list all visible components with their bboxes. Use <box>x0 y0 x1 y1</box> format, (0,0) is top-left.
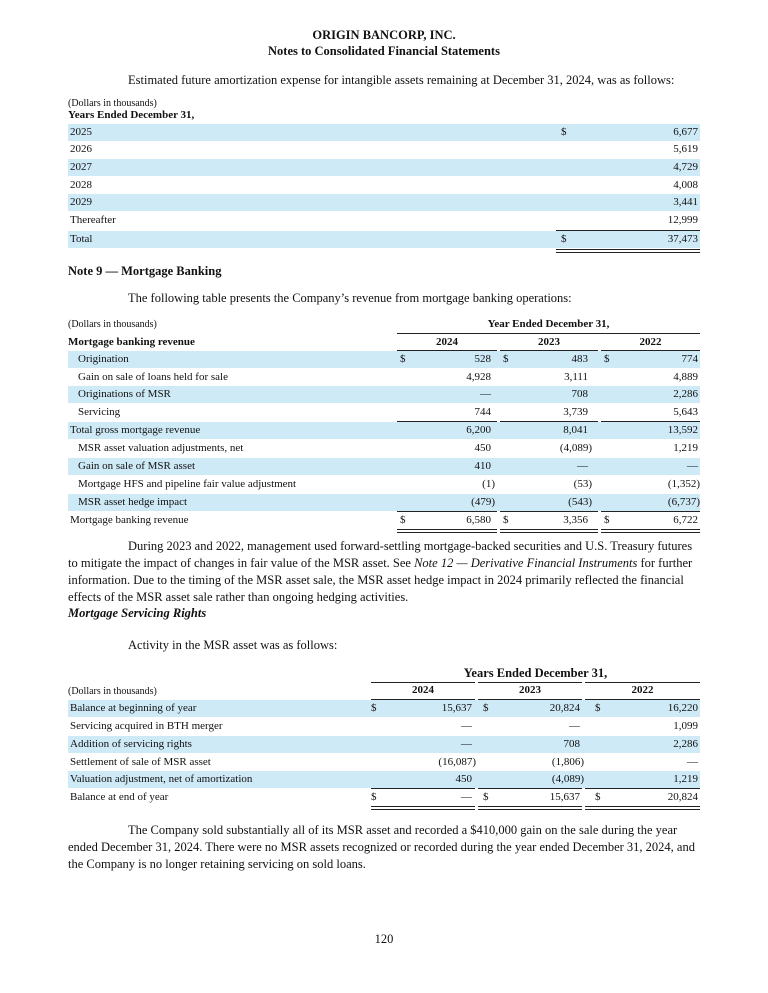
row-label: Addition of servicing rights <box>70 738 192 750</box>
row-label: 2028 <box>70 179 92 191</box>
row-value: 4,008 <box>673 179 698 191</box>
table-row <box>68 404 700 421</box>
note-12-reference: Note 12 — Derivative Financial Instruments <box>414 556 638 570</box>
row-value: 3,441 <box>673 196 698 208</box>
value-2024: 744 <box>474 406 491 418</box>
msr-intro: Activity in the MSR asset was as follows: <box>128 638 338 652</box>
value-2022: 1,219 <box>673 442 698 454</box>
row-value: 4,729 <box>673 161 698 173</box>
dollar-sign: $ <box>400 353 406 365</box>
paragraph-text: for further information. Due to the timing of the MSR asset sale, the MSR asset hedge impact in 2024 primarily reflected the financial effects of the MSR asset sale rather than ongoing hedging activities. <box>68 556 693 604</box>
row-value: 12,999 <box>667 214 698 226</box>
dollar-sign: $ <box>561 233 567 245</box>
period-heading: Year Ended December 31, <box>487 318 610 330</box>
value-2023: 15,637 <box>549 791 580 803</box>
row-label: Balance at end of year <box>70 791 169 803</box>
value-2024: 4,928 <box>466 371 491 383</box>
total-double-rule <box>397 529 497 533</box>
value-2024: — <box>461 738 472 750</box>
table-row <box>68 718 700 735</box>
row-label: Total <box>70 233 93 245</box>
row-label: Gain on sale of MSR asset <box>78 460 196 472</box>
value-2023: 3,739 <box>563 406 588 418</box>
amortization-intro: Estimated future amortization expense for intangible assets remaining at December 31, 2024, was as follows: <box>128 73 675 87</box>
row-label: Origination <box>78 353 129 365</box>
col-2024: 2024 <box>412 684 434 696</box>
value-2023: (4,089) <box>551 773 584 785</box>
table-row <box>68 124 700 141</box>
paragraph-text: During 2023 and 2022, management used forward-settling mortgage-backed securities and U.S. Treasury futures to mitigate the impact of changes in fair value of the MSR asset. See <box>68 539 693 570</box>
value-2022: 5,643 <box>673 406 698 418</box>
value-2023: (53) <box>573 478 592 490</box>
note-9-units: (Dollars in thousands) <box>68 319 157 330</box>
value-2024: 410 <box>474 460 491 472</box>
value-2023: 20,824 <box>549 702 580 714</box>
value-2023: — <box>577 460 588 472</box>
value-2023: (1,806) <box>551 756 584 768</box>
row-label: Settlement of sale of MSR asset <box>70 756 211 768</box>
col-2023: 2023 <box>538 336 560 348</box>
value-2022: 20,824 <box>667 791 698 803</box>
table-row <box>68 736 700 753</box>
table-row <box>68 351 700 368</box>
value-2022: 16,220 <box>667 702 698 714</box>
value-2023: 3,111 <box>564 371 588 383</box>
value-2023: (543) <box>568 496 592 508</box>
value-2022: (1,352) <box>667 478 700 490</box>
value-2024: (16,087) <box>438 756 476 768</box>
table-row <box>68 494 700 511</box>
row-label: 2027 <box>70 161 92 173</box>
amortization-units: (Dollars in thousands) <box>68 98 157 109</box>
value-2024: 450 <box>455 773 472 785</box>
table-row <box>68 440 700 457</box>
row-value: 5,619 <box>673 143 698 155</box>
col-2024: 2024 <box>436 336 458 348</box>
msr-sale-paragraph: The Company sold substantially all of its MSR asset and recorded a $410,000 gain on the sale during the year ended December 31, 2024. There were no MSR assets recognized or recorded during the year ended December 31, 2024, and the Company is no longer retaining servicing on sold loans. <box>68 823 695 871</box>
company-name: ORIGIN BANCORP, INC. <box>312 28 456 42</box>
amortization-heading: Years Ended December 31, <box>68 109 195 121</box>
row-label: Balance at beginning of year <box>70 702 197 714</box>
value-2022: 13,592 <box>667 424 698 436</box>
row-label: Mortgage HFS and pipeline fair value adjustment <box>78 478 297 490</box>
row-label: Thereafter <box>70 214 116 226</box>
value-2023: 8,041 <box>563 424 588 436</box>
note-9-title: Note 9 — Mortgage Banking <box>68 264 222 278</box>
page-subtitle: Notes to Consolidated Financial Statements <box>268 44 500 58</box>
page-number: 120 <box>374 932 394 946</box>
row-label: Gain on sale of loans held for sale <box>78 371 228 383</box>
dollar-sign: $ <box>503 514 509 526</box>
table-row <box>68 476 700 493</box>
note-9-intro: The following table presents the Company’s revenue from mortgage banking operations: <box>128 291 572 305</box>
table-row <box>68 141 700 158</box>
row-label: 2025 <box>70 126 92 138</box>
col-rule <box>478 682 582 683</box>
row-label: 2029 <box>70 196 92 208</box>
row-label: MSR asset hedge impact <box>78 496 188 508</box>
col-rule <box>371 682 475 683</box>
value-2022: 774 <box>681 353 698 365</box>
total-double-rule <box>500 529 598 533</box>
value-2024: 450 <box>474 442 491 454</box>
value-2023: 708 <box>563 738 580 750</box>
table-row <box>68 700 700 717</box>
table-row <box>68 754 700 771</box>
row-label: Originations of MSR <box>78 388 171 400</box>
value-2024: — <box>480 388 491 400</box>
dollar-sign: $ <box>561 126 567 138</box>
value-2023: 3,356 <box>563 514 588 526</box>
row-value: 37,473 <box>667 233 698 245</box>
value-2024: 528 <box>474 353 491 365</box>
dollar-sign: $ <box>604 514 610 526</box>
total-double-rule <box>585 806 700 810</box>
dollar-sign: $ <box>371 702 377 714</box>
table-row <box>68 386 700 403</box>
value-2022: 6,722 <box>673 514 698 526</box>
table-row-total <box>68 789 700 806</box>
value-2024: (1) <box>482 478 495 490</box>
row-label: Mortgage banking revenue <box>70 514 189 526</box>
dollar-sign: $ <box>595 702 601 714</box>
table-row <box>68 177 700 194</box>
col-2022: 2022 <box>639 336 662 348</box>
dollar-sign: $ <box>483 791 489 803</box>
table-row-subtotal <box>68 422 700 439</box>
row-label: 2026 <box>70 143 92 155</box>
total-double-rule <box>556 249 700 253</box>
total-double-rule <box>371 806 475 810</box>
value-2023: (4,089) <box>559 442 592 454</box>
table-row-total <box>68 231 700 248</box>
row-label: Servicing <box>78 406 121 418</box>
value-2024: — <box>461 720 472 732</box>
col-rule <box>585 682 700 683</box>
dollar-sign: $ <box>595 791 601 803</box>
value-2022: 2,286 <box>673 738 698 750</box>
col-2023: 2023 <box>519 684 541 696</box>
value-2022: — <box>687 756 698 768</box>
value-2022: — <box>687 460 698 472</box>
value-2022: 4,889 <box>673 371 698 383</box>
dollar-sign: $ <box>503 353 509 365</box>
value-2024: 15,637 <box>441 702 472 714</box>
value-2023: — <box>569 720 580 732</box>
row-label: Servicing acquired in BTH merger <box>70 720 223 732</box>
dollar-sign: $ <box>604 353 610 365</box>
table-row <box>68 771 700 788</box>
value-2022: 2,286 <box>673 388 698 400</box>
dollar-sign: $ <box>483 702 489 714</box>
value-2023: 483 <box>571 353 588 365</box>
row-label: Total gross mortgage revenue <box>70 424 201 436</box>
dollar-sign: $ <box>400 514 406 526</box>
value-2024: — <box>461 791 472 803</box>
hedging-paragraph <box>68 538 700 606</box>
row-heading: Mortgage banking revenue <box>68 336 195 348</box>
row-label: Valuation adjustment, net of amortization <box>70 773 253 785</box>
dollar-sign: $ <box>371 791 377 803</box>
msr-units: (Dollars in thousands) <box>68 686 157 697</box>
table-row <box>68 212 700 229</box>
table-row-total <box>68 512 700 529</box>
value-2022: (6,737) <box>667 496 700 508</box>
table-row <box>68 159 700 176</box>
heading-rule <box>397 333 700 334</box>
row-label: MSR asset valuation adjustments, net <box>78 442 244 454</box>
value-2022: 1,099 <box>673 720 698 732</box>
value-2023: 708 <box>571 388 588 400</box>
value-2024: 6,580 <box>466 514 491 526</box>
value-2024: 6,200 <box>466 424 491 436</box>
col-2022: 2022 <box>631 684 654 696</box>
row-value: 6,677 <box>673 126 698 138</box>
total-double-rule <box>478 806 582 810</box>
table-row <box>68 369 700 386</box>
table-row <box>68 194 700 211</box>
total-double-rule <box>601 529 700 533</box>
value-2022: 1,219 <box>673 773 698 785</box>
msr-section-title: Mortgage Servicing Rights <box>68 606 207 620</box>
value-2024: (479) <box>471 496 495 508</box>
table-row <box>68 458 700 475</box>
msr-period-heading: Years Ended December 31, <box>463 666 608 680</box>
